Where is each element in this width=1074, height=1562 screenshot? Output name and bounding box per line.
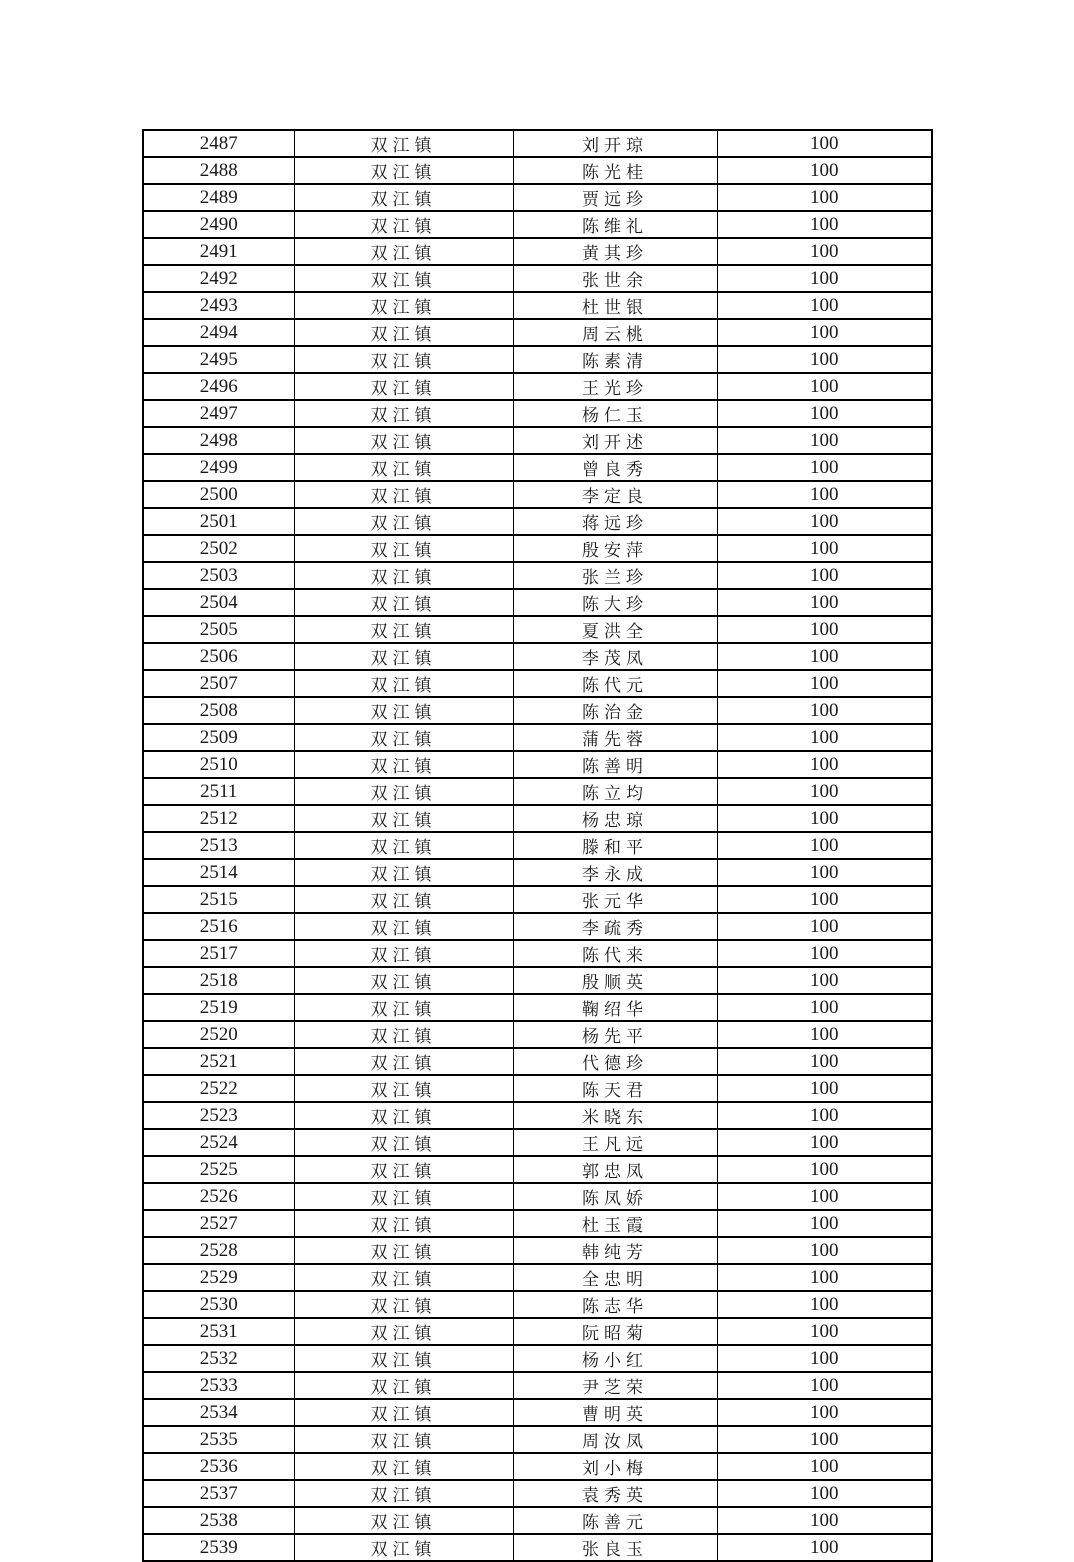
- serial-number-cell: 2517: [143, 940, 294, 967]
- person-name-cell: 刘小梅: [513, 1453, 717, 1480]
- serial-number-cell: 2524: [143, 1129, 294, 1156]
- person-name-cell: 蒋远珍: [513, 508, 717, 535]
- town-cell: 双江镇: [294, 1345, 513, 1372]
- score-cell: 100: [717, 589, 932, 616]
- person-name-cell: 王光珍: [513, 373, 717, 400]
- score-cell: 100: [717, 778, 932, 805]
- town-cell: 双江镇: [294, 346, 513, 373]
- serial-number-cell: 2512: [143, 805, 294, 832]
- town-cell: 双江镇: [294, 157, 513, 184]
- serial-number-cell: 2514: [143, 859, 294, 886]
- person-name-cell: 张兰珍: [513, 562, 717, 589]
- table-row: [143, 994, 932, 1021]
- person-name-cell: 滕和平: [513, 832, 717, 859]
- score-cell: 100: [717, 319, 932, 346]
- score-cell: 100: [717, 1426, 932, 1453]
- person-name-cell: 米晓东: [513, 1102, 717, 1129]
- serial-number-cell: 2496: [143, 373, 294, 400]
- town-cell: 双江镇: [294, 535, 513, 562]
- town-cell: 双江镇: [294, 1480, 513, 1507]
- serial-number-cell: 2491: [143, 238, 294, 265]
- serial-number-cell: 2526: [143, 1183, 294, 1210]
- town-cell: 双江镇: [294, 643, 513, 670]
- town-cell: 双江镇: [294, 1129, 513, 1156]
- person-name-cell: 陈治金: [513, 697, 717, 724]
- table-row: [143, 130, 932, 157]
- table-row: [143, 805, 932, 832]
- town-cell: 双江镇: [294, 1183, 513, 1210]
- score-cell: 100: [717, 184, 932, 211]
- serial-number-cell: 2528: [143, 1237, 294, 1264]
- score-cell: 100: [717, 643, 932, 670]
- person-name-cell: 李定良: [513, 481, 717, 508]
- score-cell: 100: [717, 670, 932, 697]
- serial-number-cell: 2527: [143, 1210, 294, 1237]
- table-row: [143, 886, 932, 913]
- table-row: [143, 643, 932, 670]
- table-row: [143, 670, 932, 697]
- score-cell: 100: [717, 832, 932, 859]
- score-cell: 100: [717, 1480, 932, 1507]
- table-row: [143, 1210, 932, 1237]
- serial-number-cell: 2503: [143, 562, 294, 589]
- town-cell: 双江镇: [294, 1237, 513, 1264]
- score-cell: 100: [717, 859, 932, 886]
- table-row: [143, 1399, 932, 1426]
- town-cell: 双江镇: [294, 1291, 513, 1318]
- table-row: [143, 535, 932, 562]
- person-name-cell: 陈志华: [513, 1291, 717, 1318]
- table-row: [143, 211, 932, 238]
- town-cell: 双江镇: [294, 697, 513, 724]
- table-row: [143, 589, 932, 616]
- person-name-cell: 尹芝荣: [513, 1372, 717, 1399]
- town-cell: 双江镇: [294, 238, 513, 265]
- table-row: [143, 1453, 932, 1480]
- score-cell: 100: [717, 508, 932, 535]
- score-cell: 100: [717, 1048, 932, 1075]
- score-cell: 100: [717, 1399, 932, 1426]
- person-name-cell: 袁秀英: [513, 1480, 717, 1507]
- person-name-cell: 刘开琼: [513, 130, 717, 157]
- town-cell: 双江镇: [294, 994, 513, 1021]
- person-name-cell: 陈光桂: [513, 157, 717, 184]
- serial-number-cell: 2498: [143, 427, 294, 454]
- score-cell: 100: [717, 1372, 932, 1399]
- town-cell: 双江镇: [294, 913, 513, 940]
- serial-number-cell: 2534: [143, 1399, 294, 1426]
- score-cell: 100: [717, 454, 932, 481]
- score-cell: 100: [717, 1534, 932, 1561]
- person-name-cell: 韩纯芳: [513, 1237, 717, 1264]
- table-row: [143, 1183, 932, 1210]
- town-cell: 双江镇: [294, 1453, 513, 1480]
- person-name-cell: 杨仁玉: [513, 400, 717, 427]
- person-name-cell: 代德珍: [513, 1048, 717, 1075]
- table-row: [143, 1237, 932, 1264]
- table-row: [143, 1426, 932, 1453]
- serial-number-cell: 2535: [143, 1426, 294, 1453]
- serial-number-cell: 2521: [143, 1048, 294, 1075]
- town-cell: 双江镇: [294, 562, 513, 589]
- serial-number-cell: 2502: [143, 535, 294, 562]
- person-name-cell: 李茂凤: [513, 643, 717, 670]
- person-name-cell: 陈善明: [513, 751, 717, 778]
- serial-number-cell: 2525: [143, 1156, 294, 1183]
- serial-number-cell: 2490: [143, 211, 294, 238]
- serial-number-cell: 2497: [143, 400, 294, 427]
- town-cell: 双江镇: [294, 886, 513, 913]
- score-cell: 100: [717, 1156, 932, 1183]
- town-cell: 双江镇: [294, 778, 513, 805]
- table-row: [143, 859, 932, 886]
- person-name-cell: 曹明英: [513, 1399, 717, 1426]
- person-name-cell: 蒲先蓉: [513, 724, 717, 751]
- table-row: [143, 400, 932, 427]
- town-cell: 双江镇: [294, 589, 513, 616]
- table-row: [143, 1534, 932, 1561]
- town-cell: 双江镇: [294, 1264, 513, 1291]
- serial-number-cell: 2529: [143, 1264, 294, 1291]
- table-row: [143, 346, 932, 373]
- table-row: [143, 1048, 932, 1075]
- town-cell: 双江镇: [294, 265, 513, 292]
- serial-number-cell: 2505: [143, 616, 294, 643]
- serial-number-cell: 2536: [143, 1453, 294, 1480]
- town-cell: 双江镇: [294, 1048, 513, 1075]
- score-cell: 100: [717, 157, 932, 184]
- score-cell: 100: [717, 562, 932, 589]
- table-row: [143, 724, 932, 751]
- table-row: [143, 1264, 932, 1291]
- person-name-cell: 陈代元: [513, 670, 717, 697]
- person-name-cell: 杜玉霞: [513, 1210, 717, 1237]
- table-row: [143, 832, 932, 859]
- town-cell: 双江镇: [294, 1210, 513, 1237]
- town-cell: 双江镇: [294, 184, 513, 211]
- score-cell: 100: [717, 1291, 932, 1318]
- serial-number-cell: 2494: [143, 319, 294, 346]
- town-cell: 双江镇: [294, 1075, 513, 1102]
- table-row: [143, 1021, 932, 1048]
- serial-number-cell: 2538: [143, 1507, 294, 1534]
- table-row: [143, 1507, 932, 1534]
- score-cell: 100: [717, 292, 932, 319]
- serial-number-cell: 2532: [143, 1345, 294, 1372]
- score-cell: 100: [717, 535, 932, 562]
- score-cell: 100: [717, 238, 932, 265]
- person-name-cell: 刘开述: [513, 427, 717, 454]
- serial-number-cell: 2487: [143, 130, 294, 157]
- town-cell: 双江镇: [294, 211, 513, 238]
- table-row: [143, 1291, 932, 1318]
- town-cell: 双江镇: [294, 1021, 513, 1048]
- serial-number-cell: 2495: [143, 346, 294, 373]
- table-row: [143, 1102, 932, 1129]
- score-cell: 100: [717, 697, 932, 724]
- score-cell: 100: [717, 1129, 932, 1156]
- serial-number-cell: 2499: [143, 454, 294, 481]
- town-cell: 双江镇: [294, 1156, 513, 1183]
- person-name-cell: 陈善元: [513, 1507, 717, 1534]
- person-name-cell: 杜世银: [513, 292, 717, 319]
- serial-number-cell: 2492: [143, 265, 294, 292]
- serial-number-cell: 2489: [143, 184, 294, 211]
- town-cell: 双江镇: [294, 805, 513, 832]
- table-row: [143, 481, 932, 508]
- score-cell: 100: [717, 481, 932, 508]
- town-cell: 双江镇: [294, 1534, 513, 1561]
- town-cell: 双江镇: [294, 400, 513, 427]
- person-name-cell: 阮昭菊: [513, 1318, 717, 1345]
- table-row: [143, 157, 932, 184]
- serial-number-cell: 2488: [143, 157, 294, 184]
- town-cell: 双江镇: [294, 1507, 513, 1534]
- town-cell: 双江镇: [294, 508, 513, 535]
- score-cell: 100: [717, 940, 932, 967]
- person-name-cell: 陈素清: [513, 346, 717, 373]
- score-cell: 100: [717, 616, 932, 643]
- person-name-cell: 夏洪全: [513, 616, 717, 643]
- table-row: [143, 1480, 932, 1507]
- person-name-cell: 陈维礼: [513, 211, 717, 238]
- roster-table-body: [143, 130, 932, 1561]
- town-cell: 双江镇: [294, 967, 513, 994]
- score-cell: 100: [717, 994, 932, 1021]
- score-cell: 100: [717, 1183, 932, 1210]
- person-name-cell: 王凡远: [513, 1129, 717, 1156]
- table-row: [143, 967, 932, 994]
- person-name-cell: 曾良秀: [513, 454, 717, 481]
- person-name-cell: 周云桃: [513, 319, 717, 346]
- town-cell: 双江镇: [294, 859, 513, 886]
- serial-number-cell: 2500: [143, 481, 294, 508]
- score-cell: 100: [717, 913, 932, 940]
- serial-number-cell: 2518: [143, 967, 294, 994]
- serial-number-cell: 2523: [143, 1102, 294, 1129]
- serial-number-cell: 2493: [143, 292, 294, 319]
- table-row: [143, 697, 932, 724]
- town-cell: 双江镇: [294, 1318, 513, 1345]
- person-name-cell: 贾远珍: [513, 184, 717, 211]
- score-cell: 100: [717, 724, 932, 751]
- town-cell: 双江镇: [294, 1426, 513, 1453]
- person-name-cell: 陈代来: [513, 940, 717, 967]
- town-cell: 双江镇: [294, 751, 513, 778]
- serial-number-cell: 2509: [143, 724, 294, 751]
- town-cell: 双江镇: [294, 319, 513, 346]
- table-row: [143, 913, 932, 940]
- town-cell: 双江镇: [294, 481, 513, 508]
- person-name-cell: 陈立均: [513, 778, 717, 805]
- serial-number-cell: 2510: [143, 751, 294, 778]
- serial-number-cell: 2539: [143, 1534, 294, 1561]
- table-row: [143, 940, 932, 967]
- person-name-cell: 陈凤娇: [513, 1183, 717, 1210]
- person-name-cell: 陈天君: [513, 1075, 717, 1102]
- score-cell: 100: [717, 1237, 932, 1264]
- table-row: [143, 427, 932, 454]
- serial-number-cell: 2513: [143, 832, 294, 859]
- person-name-cell: 全忠明: [513, 1264, 717, 1291]
- person-name-cell: 张良玉: [513, 1534, 717, 1561]
- serial-number-cell: 2520: [143, 1021, 294, 1048]
- score-cell: 100: [717, 751, 932, 778]
- town-cell: 双江镇: [294, 724, 513, 751]
- person-name-cell: 陈大珍: [513, 589, 717, 616]
- town-cell: 双江镇: [294, 292, 513, 319]
- person-name-cell: 杨先平: [513, 1021, 717, 1048]
- serial-number-cell: 2516: [143, 913, 294, 940]
- score-cell: 100: [717, 346, 932, 373]
- serial-number-cell: 2531: [143, 1318, 294, 1345]
- serial-number-cell: 2511: [143, 778, 294, 805]
- table-row: [143, 1372, 932, 1399]
- town-cell: 双江镇: [294, 1372, 513, 1399]
- town-cell: 双江镇: [294, 670, 513, 697]
- person-name-cell: 李疏秀: [513, 913, 717, 940]
- person-name-cell: 殷安萍: [513, 535, 717, 562]
- town-cell: 双江镇: [294, 373, 513, 400]
- person-name-cell: 张元华: [513, 886, 717, 913]
- table-row: [143, 508, 932, 535]
- score-cell: 100: [717, 1075, 932, 1102]
- serial-number-cell: 2530: [143, 1291, 294, 1318]
- town-cell: 双江镇: [294, 1399, 513, 1426]
- table-row: [143, 1075, 932, 1102]
- score-cell: 100: [717, 130, 932, 157]
- score-cell: 100: [717, 265, 932, 292]
- person-name-cell: 黄其珍: [513, 238, 717, 265]
- town-cell: 双江镇: [294, 130, 513, 157]
- serial-number-cell: 2519: [143, 994, 294, 1021]
- score-cell: 100: [717, 1102, 932, 1129]
- table-row: [143, 292, 932, 319]
- town-cell: 双江镇: [294, 616, 513, 643]
- serial-number-cell: 2501: [143, 508, 294, 535]
- table-row: [143, 373, 932, 400]
- serial-number-cell: 2537: [143, 1480, 294, 1507]
- table-row: [143, 454, 932, 481]
- serial-number-cell: 2504: [143, 589, 294, 616]
- town-cell: 双江镇: [294, 940, 513, 967]
- table-row: [143, 238, 932, 265]
- serial-number-cell: 2506: [143, 643, 294, 670]
- score-cell: 100: [717, 967, 932, 994]
- table-row: [143, 265, 932, 292]
- serial-number-cell: 2507: [143, 670, 294, 697]
- score-cell: 100: [717, 1021, 932, 1048]
- serial-number-cell: 2522: [143, 1075, 294, 1102]
- town-cell: 双江镇: [294, 832, 513, 859]
- table-row: [143, 319, 932, 346]
- person-name-cell: 周汝凤: [513, 1426, 717, 1453]
- score-cell: 100: [717, 886, 932, 913]
- score-cell: 100: [717, 1318, 932, 1345]
- score-cell: 100: [717, 211, 932, 238]
- serial-number-cell: 2533: [143, 1372, 294, 1399]
- person-name-cell: 郭忠凤: [513, 1156, 717, 1183]
- table-row: [143, 1129, 932, 1156]
- person-name-cell: 张世余: [513, 265, 717, 292]
- table-row: [143, 751, 932, 778]
- score-cell: 100: [717, 373, 932, 400]
- person-name-cell: 殷顺英: [513, 967, 717, 994]
- table-row: [143, 1318, 932, 1345]
- serial-number-cell: 2515: [143, 886, 294, 913]
- score-cell: 100: [717, 400, 932, 427]
- person-name-cell: 李永成: [513, 859, 717, 886]
- table-row: [143, 1345, 932, 1372]
- town-cell: 双江镇: [294, 1102, 513, 1129]
- table-row: [143, 616, 932, 643]
- table-row: [143, 562, 932, 589]
- score-cell: 100: [717, 1264, 932, 1291]
- serial-number-cell: 2508: [143, 697, 294, 724]
- person-name-cell: 杨忠琼: [513, 805, 717, 832]
- score-cell: 100: [717, 805, 932, 832]
- score-cell: 100: [717, 427, 932, 454]
- town-cell: 双江镇: [294, 454, 513, 481]
- person-name-cell: 鞠绍华: [513, 994, 717, 1021]
- table-row: [143, 778, 932, 805]
- town-cell: 双江镇: [294, 427, 513, 454]
- score-cell: 100: [717, 1210, 932, 1237]
- table-row: [143, 1156, 932, 1183]
- score-cell: 100: [717, 1345, 932, 1372]
- score-cell: 100: [717, 1453, 932, 1480]
- person-name-cell: 杨小红: [513, 1345, 717, 1372]
- roster-table: [142, 129, 933, 1562]
- score-cell: 100: [717, 1507, 932, 1534]
- table-row: [143, 184, 932, 211]
